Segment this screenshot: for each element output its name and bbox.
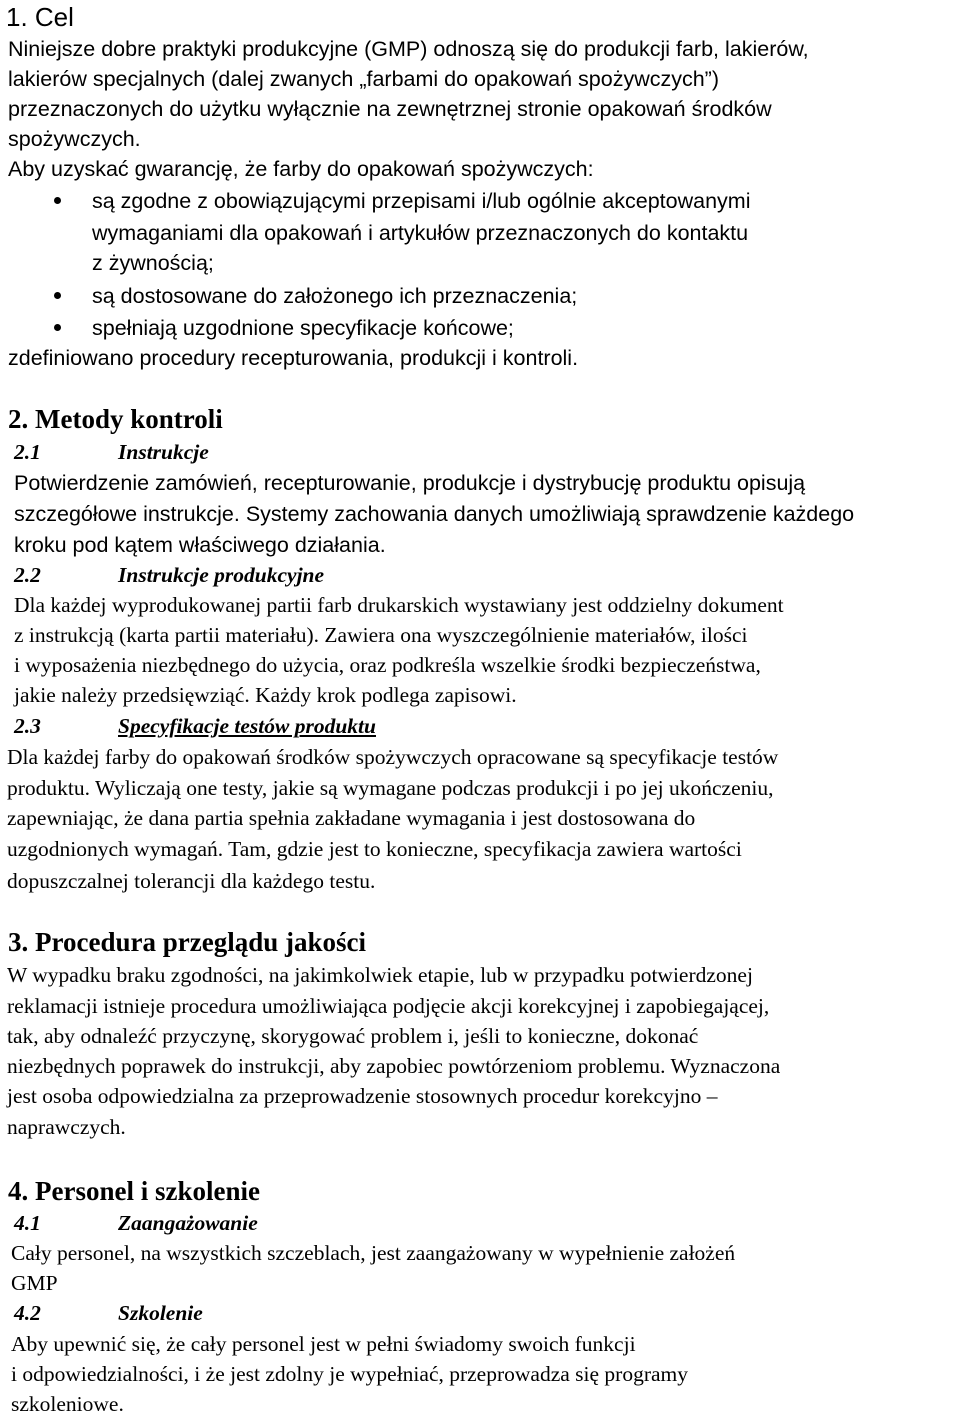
paragraph-line: Potwierdzenie zamówień, recepturowanie, produkcje i dystrybucję produktu opisują [14,471,806,495]
paragraph-line: szkoleniowe. [11,1392,124,1416]
subsection-4-1-heading [14,1208,258,1238]
subsection-title: Zaangażowanie [118,1211,258,1235]
paragraph-line: naprawczych. [7,1115,126,1139]
paragraph-line: niezbędnych poprawek do instrukcji, aby zapobiec powtórzeniom problemu. Wyznaczona [7,1054,781,1078]
paragraph-line: zapewniając, że dana partia spełnia zakładane wymagania i jest dostosowana do [7,806,696,830]
section-1-text-line: lakierów specjalnych (dalej zwanych „farbami do opakowań spożywczych”) [8,67,720,91]
paragraph-line: reklamacji istnieje procedura umożliwiająca podjęcie akcji korekcyjnej i zapobiegającej, [7,994,770,1018]
section-1-text-line: Aby uzyskać gwarancję, że farby do opakowań spożywczych: [8,157,594,181]
subsection-title: Specyfikacje testów produktu [118,714,376,738]
paragraph-line: tak, aby odnaleźć przyczynę, skorygować problem i, jeśli to konieczne, dokonać [7,1024,699,1048]
section-2-heading: 2. Metody kontroli [8,404,223,434]
paragraph-line: dopuszczalnej tolerancji dla każdego testu. [7,869,376,893]
subsection-2-3-heading [14,711,376,741]
paragraph-line: Aby upewnić się, że cały personel jest w pełni świadomy swoich funkcji [11,1332,636,1356]
section-1-closing-line: zdefiniowano procedury recepturowania, produkcji i kontroli. [8,346,579,370]
paragraph-line: i wyposażenia niezbędnego do użycia, oraz podkreśla wszelkie środki bezpieczeństwa, [14,653,761,677]
paragraph-line: i odpowiedzialności, i że jest zdolny je wypełniać, przeprowadza się programy [11,1362,689,1386]
paragraph-line: jakie należy przedsięwziąć. Każdy krok podlega zapisowi. [14,683,517,707]
subsection-2-1-heading [14,437,209,467]
subsection-title: Instrukcje [118,440,209,464]
bullet-item-line: wymaganiami dla opakowań i artykułów przeznaczonych do kontaktu [92,221,749,245]
subsection-2-2-heading [14,560,324,590]
bullet-item-line: są dostosowane do założonego ich przeznaczenia; [92,284,578,308]
section-1-text-line: spożywczych. [8,127,141,151]
bullet-icon [54,324,61,331]
subsection-title: Instrukcje produkcyjne [118,563,325,587]
subsection-number: 4.2 [14,1301,41,1325]
section-1-heading: 1. Cel [6,2,74,32]
subsection-4-2-heading [14,1298,203,1328]
subsection-number: 4.1 [14,1211,41,1235]
paragraph-line: GMP [11,1271,58,1295]
bullet-icon [54,292,61,299]
paragraph-line: Dla każdej farby do opakowań środków spożywczych opracowane są specyfikacje testów [7,745,779,769]
paragraph-line: Dla każdej wyprodukowanej partii farb drukarskich wystawiany jest oddzielny dokument [14,593,784,617]
paragraph-line: szczegółowe instrukcje. Systemy zachowania danych umożliwiają sprawdzenie każdego [14,502,855,526]
paragraph-line: Cały personel, na wszystkich szczeblach, jest zaangażowany w wypełnienie założeń [11,1241,736,1265]
paragraph-line: produktu. Wyliczają one testy, jakie są wymagane podczas produkcji i po jej ukończeniu, [7,776,774,800]
subsection-number: 2.2 [14,563,41,587]
bullet-icon [54,197,61,204]
subsection-number: 2.3 [14,714,41,738]
paragraph-line: uzgodnionych wymagań. Tam, gdzie jest to konieczne, specyfikacja zawiera wartości [7,837,742,861]
subsection-title: Szkolenie [118,1301,203,1325]
section-4-heading: 4. Personel i szkolenie [8,1176,260,1206]
paragraph-line: W wypadku braku zgodności, na jakimkolwiek etapie, lub w przypadku potwierdzonej [7,963,753,987]
bullet-item-line: są zgodne z obowiązującymi przepisami i/lub ogólnie akceptowanymi [92,189,751,213]
paragraph-line: z instrukcją (karta partii materiału). Zawiera ona wyszczególnienie materiałów, ilości [14,623,748,647]
section-1-text-line: przeznaczonych do użytku wyłącznie na zewnętrznej stronie opakowań środków [8,97,772,121]
subsection-number: 2.1 [14,440,41,464]
section-1-text-line: Niniejsze dobre praktyki produkcyjne (GMP) odnoszą się do produkcji farb, lakierów, [8,37,809,61]
section-3-heading: 3. Procedura przeglądu jakości [8,927,366,957]
paragraph-line: kroku pod kątem właściwego działania. [14,533,386,557]
bullet-item-line: z żywnością; [92,251,214,275]
bullet-item-line: spełniają uzgodnione specyfikacje końcowe; [92,316,514,340]
paragraph-line: jest osoba odpowiedzialna za przeprowadzenie stosownych procedur korekcyjno – [7,1084,718,1108]
